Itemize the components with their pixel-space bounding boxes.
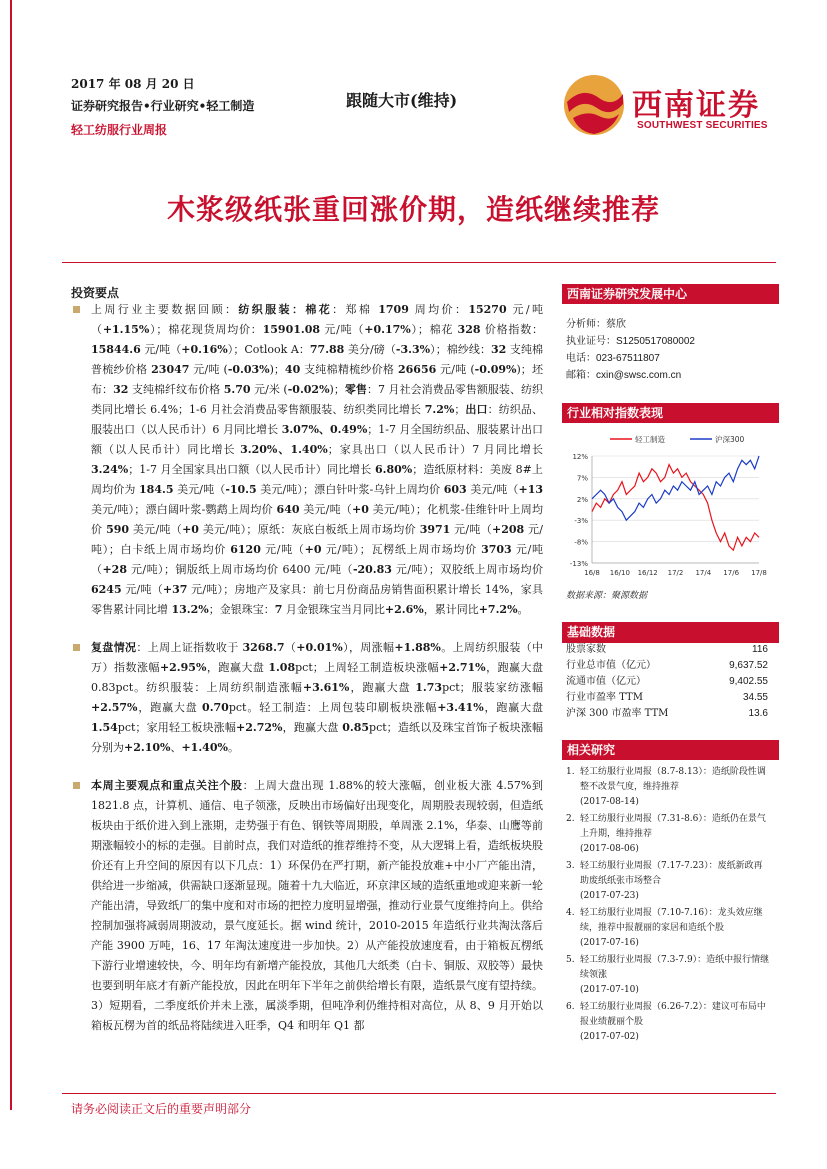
body-text: 元/吨）；白卡纸上周市场均价 — [91, 523, 544, 556]
body-text: 元/吨）；房地产及家具：前七月份商品房销售面积累计增长 14%，家具零售累计同比增 — [91, 583, 544, 616]
x-tick-label: 17/2 — [667, 569, 684, 577]
emphasis-text: 0.70 — [202, 701, 229, 714]
body-text: ）；棉花 — [410, 323, 458, 336]
report-series: 轻工纺服行业周报 — [71, 123, 168, 137]
related-report-title[interactable]: 轻工纺服行业周报（8.7-8.13）：造纸阶段性调整不改景气度，维持推荐 — [580, 767, 766, 792]
body-text: 元/吨（ — [140, 343, 182, 356]
emphasis-text: 40 — [284, 363, 301, 376]
basic-data-label: 行业市盈率 TTM — [566, 692, 643, 703]
license-line — [566, 336, 695, 348]
related-report-number: 4. — [566, 908, 575, 918]
emphasis-text: +208 — [492, 523, 525, 536]
series-line-1 — [592, 456, 759, 520]
y-tick-label: -8% — [574, 538, 588, 547]
related-report[interactable] — [566, 906, 770, 951]
emphasis-text: +2.95% — [159, 661, 207, 674]
related-report[interactable] — [566, 953, 770, 998]
emphasis-text: 6.80% — [374, 463, 413, 476]
phone-line — [566, 353, 660, 365]
bullet-icon — [73, 644, 80, 651]
related-report[interactable] — [566, 812, 770, 857]
emphasis-text: +2.57% — [91, 701, 138, 714]
emphasis-text: +1.88% — [394, 641, 441, 654]
emphasis-text: -10.5 — [225, 483, 257, 496]
investment-highlights — [71, 300, 543, 1036]
related-report-date: (2017-07-16) — [580, 938, 639, 948]
emphasis-text: -3.3% — [395, 343, 431, 356]
body-text: ）；Cotlook A： — [227, 343, 310, 356]
body-text: 元/吨（ — [320, 323, 365, 336]
legend-label: 沪深300 — [715, 435, 745, 444]
left-border-line — [10, 0, 12, 1110]
emphasis-text: +1.40% — [181, 741, 228, 754]
emphasis-text: +2.10% — [124, 741, 171, 754]
y-tick-label: -3% — [574, 517, 588, 526]
related-research-header: 相关研究 — [562, 740, 779, 760]
investment-highlights-heading: 投资要点 — [71, 286, 120, 300]
emphasis-text: 1.54 — [91, 721, 118, 734]
license-number: S1250517080002 — [616, 336, 695, 347]
emphasis-text: 1.08 — [268, 661, 296, 674]
emphasis-text: 3971 — [419, 523, 451, 536]
emphasis-text: +0.16% — [181, 343, 228, 356]
body-text: )； — [329, 383, 345, 396]
index-performance-header: 行业相对指数表现 — [562, 403, 779, 423]
related-report[interactable] — [566, 1000, 770, 1045]
emphasis-text: 3268.7 — [242, 641, 285, 654]
body-text: 。 — [517, 603, 529, 616]
body-text: 。 — [227, 741, 239, 754]
body-text: ；1-7 月全国纺织品、服装累计出口额（以人民币计）同比增长 — [91, 423, 543, 456]
body-text: （ — [284, 641, 297, 654]
phone-number: 023-67511807 — [596, 353, 660, 364]
emphasis-text: 3703 — [481, 543, 512, 556]
emphasis-text: +0.17% — [364, 323, 411, 336]
y-tick-label: 12% — [572, 453, 588, 461]
body-text: 美元/吨）；原纸：灰底白板纸上周市场均价 — [198, 523, 420, 536]
emphasis-text: +1.15% — [102, 323, 150, 336]
para-market-review — [71, 638, 543, 758]
body-text: ； — [454, 403, 466, 416]
disclaimer-notice: 请务必阅读正文后的重要声明部分 — [71, 1102, 252, 1116]
body-text: 美元/吨（ — [466, 483, 519, 496]
related-report-date: (2017-07-23) — [580, 891, 639, 901]
basic-data-label: 行业总市值（亿元） — [566, 660, 656, 671]
industry-rating: 跟随大市(维持) — [346, 91, 458, 110]
body-text: ，跑赢大盘 — [349, 681, 416, 694]
body-text: 美元/吨）；漂白阔叶浆-鹦鹉上周均价 — [91, 503, 277, 516]
legend-label: 轻工制造 — [635, 435, 665, 444]
body-text: ，跑赢大盘 — [483, 701, 544, 714]
para-text — [91, 303, 543, 616]
emphasis-text: -20.83 — [352, 563, 392, 576]
emphasis-text: 7.2% — [424, 403, 455, 416]
related-report-date: (2017-07-10) — [580, 985, 639, 995]
emphasis-text: 3.24% — [91, 463, 129, 476]
body-text: 元/吨（ — [91, 543, 544, 576]
analyst-name: 蔡欣 — [606, 319, 626, 330]
basic-data-value: 116 — [752, 644, 768, 655]
related-report-title[interactable]: 轻工纺服行业周报（7.17-7.23）：废纸新政再助废纸纸张市场整合 — [580, 861, 763, 886]
emphasis-text: +13 — [518, 483, 544, 496]
related-report-number: 1. — [566, 767, 575, 777]
related-report-number: 3. — [566, 861, 575, 871]
company-logo-icon — [563, 74, 625, 136]
body-text: pct；造纸以及珠宝首饰子板块涨幅分别为 — [91, 721, 543, 754]
footer-divider — [62, 1093, 776, 1094]
title-divider — [62, 262, 776, 263]
body-text: pct。轻工制造：上周包装印刷板块涨幅 — [228, 701, 438, 714]
y-tick-label: 2% — [576, 495, 588, 504]
emphasis-text: 26656 — [397, 363, 437, 376]
x-tick-label: 16/10 — [609, 569, 630, 577]
emphasis-text: -0.09% — [474, 363, 517, 376]
email-label: 邮箱： — [566, 370, 596, 381]
emphasis-text: 640 — [276, 503, 300, 516]
basic-data-label: 股票家数 — [566, 644, 606, 655]
emphasis-text: 13.2% — [171, 603, 209, 616]
body-text: ；金银珠宝： — [208, 603, 275, 616]
body-text: 元/吨（ — [121, 583, 163, 596]
emphasis-text: 15270 — [468, 303, 507, 316]
emphasis-text: +2.71% — [439, 661, 486, 674]
body-text: pct；上周轻工制造板块涨幅 — [295, 661, 440, 674]
y-tick-label: -13% — [569, 560, 588, 568]
x-tick-label: 17/8 — [751, 569, 767, 577]
body-text: 美元/吨）；化机浆-佳维针叶上周均价 — [91, 503, 544, 536]
emphasis-text: 590 — [106, 523, 130, 536]
related-report-number: 2. — [566, 814, 575, 824]
body-text: 价格指数： — [480, 323, 544, 336]
emphasis-text: +3.41% — [437, 701, 484, 714]
body-text: pct；服装家纺涨幅 — [442, 681, 544, 694]
bullet-icon — [73, 306, 80, 313]
email-link[interactable]: cxin@swsc.com.cn — [596, 370, 682, 381]
body-text: ：7 月社会消费品零售额服装、纺织类同比增长 6.4%；1-6 月社会消费品零售额服装、纺织类同比增长 — [91, 383, 544, 416]
basic-data-value: 9,637.52 — [729, 660, 768, 671]
emphasis-text: +7.2% — [478, 603, 518, 616]
related-report-title[interactable]: 轻工纺服行业周报（6.26-7.2）：建议可布局中报业绩靓丽个股 — [580, 1002, 766, 1027]
emphasis-text: +0 — [182, 523, 199, 536]
emphasis-text: -0.03% — [227, 363, 270, 376]
y-tick-label: 7% — [576, 474, 588, 483]
body-text: 。上周纺织服装（中万）指数涨幅 — [91, 641, 544, 674]
x-tick-label: 16/8 — [584, 569, 600, 577]
related-report-date: (2017-07-02) — [580, 1032, 639, 1042]
body-text: 美分/磅（ — [344, 343, 396, 356]
emphasis-text: 15844.6 — [91, 343, 141, 356]
x-tick-label: 17/6 — [723, 569, 740, 577]
related-report[interactable] — [566, 765, 770, 810]
license-label: 执业证号： — [566, 336, 616, 347]
emphasis-text: 328 — [457, 323, 481, 336]
report-type: 证券研究报告•行业研究•轻工制造 — [71, 99, 255, 113]
body-text: ）；棉纱线： — [430, 343, 492, 356]
emphasis-text: 5.70 — [223, 383, 251, 396]
emphasis-text: +2.72% — [236, 721, 283, 734]
emphasis-text: 1.73 — [415, 681, 443, 694]
emphasis-text: +37 — [162, 583, 188, 596]
related-report-title[interactable]: 轻工纺服行业周报（7.31-8.6）：造纸仍在景气上升期，维持推荐 — [580, 814, 766, 839]
analyst-line — [566, 319, 626, 331]
body-text: ），周涨幅 — [342, 641, 395, 654]
emphasis-text: +3.61% — [302, 681, 350, 694]
basic-data-label: 沪深 300 市盈率 TTM — [566, 708, 669, 719]
x-tick-label: 17/4 — [695, 569, 712, 577]
body-text: 元/吨 ( — [189, 363, 228, 376]
basic-data-value: 13.6 — [748, 708, 768, 719]
chart-source: 数据来源：聚源数据 — [566, 591, 648, 601]
body-text: 美元/吨（ — [299, 503, 353, 516]
body-text: 上周行业主要数据回顾： — [91, 303, 239, 316]
emphasis-text: 6245 — [91, 583, 122, 596]
body-text: 支纯棉精梳纱价格 — [300, 363, 398, 376]
basic-data-header: 基础数据 — [562, 622, 779, 642]
related-report-date: (2017-08-14) — [580, 797, 639, 807]
emphasis-text: 32 — [491, 343, 507, 356]
related-report-title[interactable]: 轻工纺服行业周报（7.3-7.9）：造纸中报行情继续领涨 — [580, 955, 770, 980]
body-text: )；坯布： — [91, 363, 544, 396]
emphasis-text: 603 — [443, 483, 467, 496]
body-text: 美元/吨）；漂白针叶浆-乌针上周均价 — [256, 483, 444, 496]
body-text: ，跑赢大盘 — [137, 701, 203, 714]
related-report-number: 5. — [566, 955, 575, 965]
related-report[interactable] — [566, 859, 770, 904]
emphasis-text: 纺织服装：棉花 — [238, 303, 333, 316]
para-weekly-data — [71, 300, 543, 620]
emphasis-text: +0 — [304, 543, 322, 556]
body-text: ，跑赢大盘 — [206, 661, 269, 674]
emphasis-text: 3.07%、0.49% — [281, 423, 368, 436]
emphasis-text: 23047 — [151, 363, 190, 376]
body-text: 元/吨（ — [450, 523, 493, 536]
body-text: 元/吨（ — [91, 303, 544, 336]
phone-label: 电话： — [566, 353, 596, 364]
body-text: 美元/吨（ — [173, 483, 226, 496]
relative-index-chart — [562, 428, 779, 598]
emphasis-text: 32 — [113, 383, 129, 396]
emphasis-text: +28 — [102, 563, 127, 576]
basic-data-label: 流通市值（亿元） — [566, 676, 646, 687]
related-report-title[interactable]: 轻工纺服行业周报（7.10-7.16）：龙头效应继续，推荐中报靓丽的家居和造纸个股 — [580, 908, 763, 933]
company-name-en: SOUTHWEST SECURITIES — [637, 120, 768, 131]
body-text: 元/米 ( — [250, 383, 288, 396]
x-tick-label: 16/12 — [637, 569, 658, 577]
related-research-list — [566, 765, 770, 1047]
body-text: 元/吨 ( — [436, 363, 475, 376]
body-text: ：纺织品、服装出口（以人民币计）6 月同比增长 — [91, 403, 544, 436]
emphasis-text: 3.20%、1.40% — [240, 443, 328, 456]
basic-data-value: 34.55 — [742, 692, 768, 703]
body-text: 元/吨（ — [260, 543, 305, 556]
emphasis-text: +2.6% — [384, 603, 424, 616]
analyst-label: 分析师： — [566, 319, 606, 330]
body-text: 、 — [170, 741, 182, 754]
emphasis-text: -0.02% — [287, 383, 330, 396]
para-weekly-views — [71, 776, 543, 1036]
body-text: 月金银珠宝当月同比 — [282, 603, 385, 616]
emphasis-text: 15901.08 — [262, 323, 321, 336]
body-text: ：上周大盘出现 1.88%的较大涨幅，创业板大涨 4.57%到 1821.8 点，计算机、通信、电子领涨，反映出市场偏好出现变化，周期股表现较弱，但造纸板块由于纸价进入到上涨期，走势强于有色、钢铁等周期股，单周涨 2.1%，华泰、山鹰等前期涨幅较小的标的走强。目前时点，我们对造纸的推荐维持不变，从大逻辑上看，造纸板块股价还有上升空间的原因有以下几点：1）环保仍在严打期，新产能投放难+中小厂产能出清，供给进一步缩减，供需缺口逐渐显现。随着十九大临近，环京津区域的造纸重地或迎来新一轮产能出清，导致纸厂的集中度和对市场的把控力度明显增强，推动行业景气度维持向上。供给控制加强将减弱周期波动，景气度延长。据 wind 统计，2010-2015 年造纸行业共淘汰落后产能 3900 万吨，16、17 年淘汰速度进一步加快。2）从产能投放速度看，由于箱板瓦楞纸下游行业增速较快，今、明年均有新增产能投放，其他几大纸类（白卡、铜版、双胶等）最快也要到明年底才有新产能投放，因此在明年下半年之前供给增长有限，造纸景气度有望持续。3）短期看，二季度纸价并未上涨，属淡季期，但吨净利仍维持相对高位，从 8、9 月开始以箱板瓦楞为首的纸品将陆续进入旺季，Q4 和明年 Q1 都 — [91, 779, 544, 1032]
body-text: ：上周上证指数收于 — [136, 641, 243, 654]
body-text: ，跑赢大盘 — [282, 721, 343, 734]
body-text: 元/吨）；铜版纸上周市场均价 6400 元/吨（ — [127, 563, 353, 576]
emphasis-text: +0.01% — [296, 641, 343, 654]
related-report-date: (2017-08-06) — [580, 844, 639, 854]
emphasis-text: 1709 — [378, 303, 409, 316]
para-text — [91, 779, 543, 1032]
report-date: 2017 年 08 月 20 日 — [71, 77, 195, 91]
bullet-icon — [73, 782, 80, 789]
body-text: ）；棉花现货周均价： — [149, 323, 263, 336]
emphasis-text: 77.88 — [309, 343, 345, 356]
report-title: 木浆级纸张重回涨价期，造纸继续推荐 — [166, 193, 660, 226]
emphasis-text: 出口 — [465, 403, 488, 416]
body-text: ；家具出口（以人民币计）7 月同比增长 — [327, 443, 543, 456]
body-text: 元/吨）；瓦楞纸上周市场均价 — [321, 543, 482, 556]
body-text: ；造纸原材料：美废 8#上周均价为 — [91, 463, 543, 496]
emphasis-text: 6120 — [230, 543, 261, 556]
body-text: ，累计同比 — [423, 603, 479, 616]
body-text: ：郑棉 — [332, 303, 379, 316]
body-text: ；1-7 月全国家具出口额（以人民币计）同比增长 — [128, 463, 375, 476]
body-text: 周均价： — [408, 303, 469, 316]
basic-data-value: 9,402.55 — [729, 676, 768, 687]
body-text: 元/吨）；双胶纸上周市场均价 — [391, 563, 544, 576]
company-name-cn: 西南证券 — [632, 88, 760, 123]
emphasis-text: 零售 — [344, 383, 367, 396]
emphasis-text: 本周主要观点和重点关注个股 — [91, 779, 243, 792]
emphasis-text: 7 — [274, 603, 283, 616]
para-text — [91, 641, 543, 754]
emphasis-text: 复盘情况 — [91, 641, 137, 654]
body-text: 美元/吨（ — [129, 523, 183, 536]
body-text: )； — [269, 363, 285, 376]
body-text: 支纯棉纤纹布价格 — [128, 383, 224, 396]
related-report-number: 6. — [566, 1002, 575, 1012]
emphasis-text: 184.5 — [139, 483, 174, 496]
email-line — [566, 370, 681, 382]
research-center-header: 西南证券研究发展中心 — [562, 284, 779, 304]
emphasis-text: +0 — [352, 503, 369, 516]
emphasis-text: 0.85 — [342, 721, 370, 734]
body-text: 支纯棉普梳纱价格 — [91, 343, 544, 376]
body-text: pct；家用轻工板块涨幅 — [117, 721, 237, 734]
body-text: ，跑赢大盘 0.83pct。纺织服装：上周纺织制造涨幅 — [91, 661, 544, 694]
